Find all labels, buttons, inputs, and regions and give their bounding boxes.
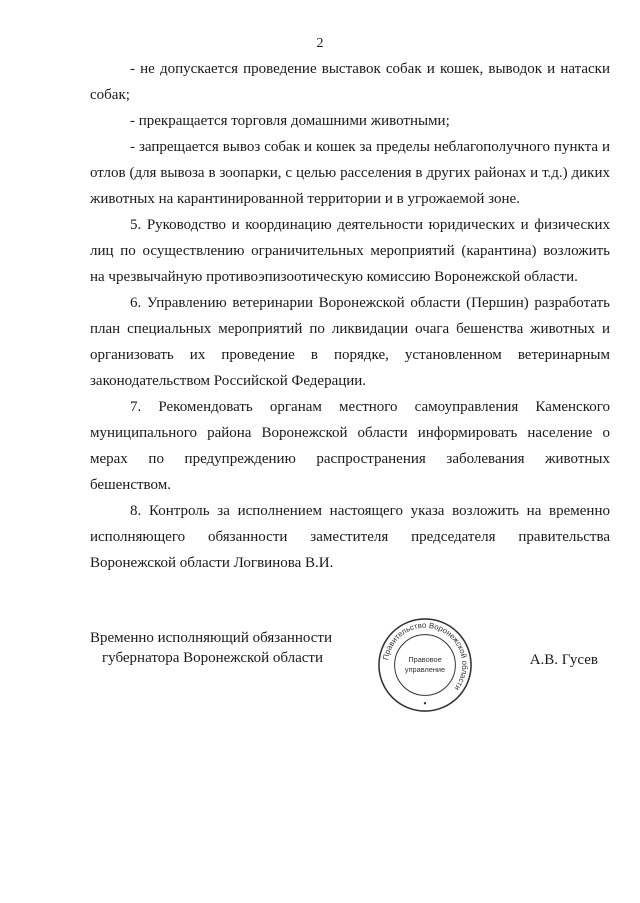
paragraph-item-5: 5. Руководство и координацию деятельности юридических и физических лиц по осуществлению ограничительных мероприятий (карантина) возложить на чрезвычайную противоэпизоотическую комиссию Воронежской области. (90, 217, 610, 285)
paragraph-item-8: 8. Контроль за исполнением настоящего указа возложить на временно исполняющего обязанности заместителя председателя правительства Воронежской области Логвинова В.И. (90, 503, 610, 571)
stamp-inner-line-1: Правовое (408, 655, 442, 665)
paragraph-bullet-trade: - прекращается торговля домашними животными; (130, 113, 450, 129)
signatory-position-line-2: губернатора Воронежской области (102, 650, 323, 666)
signatory-name: А.В. Гусев (529, 652, 598, 668)
paragraph-item-6: 6. Управлению ветеринарии Воронежской области (Першин) разработать план специальных мероприятий по ликвидации очага бешенства животных и организовать их проведение в порядке, установленном ветеринарным законодательством Российской Федерации. (90, 295, 610, 389)
official-stamp (376, 616, 474, 714)
paragraph-item-7: 7. Рекомендовать органам местного самоуправления Каменского муниципального района Воронежской области информировать население о мерах по предупреждению распространения заболевания животных бешенством. (90, 399, 610, 493)
paragraph-bullet-exhibitions: - не допускается проведение выставок собак и кошек, выводок и натаски собак; (90, 61, 610, 103)
document-body (90, 56, 610, 576)
signatory-position (90, 628, 332, 668)
page-number: 2 (316, 36, 324, 51)
stamp-inner-line-2: управление (404, 664, 446, 674)
signatory-position-line-1: Временно исполняющий обязанности (90, 630, 333, 646)
paragraph-bullet-export: - запрещается вывоз собак и кошек за пределы неблагополучного пункта и отлов (для вывоза в зоопарки, с целью расселения в других районах и т.д.) диких животных на карантинированной территории и в угрожаемой зоне. (90, 139, 610, 207)
signature-block (90, 620, 610, 708)
stamp-outer-text: Правительство Воронежской области (381, 620, 470, 693)
